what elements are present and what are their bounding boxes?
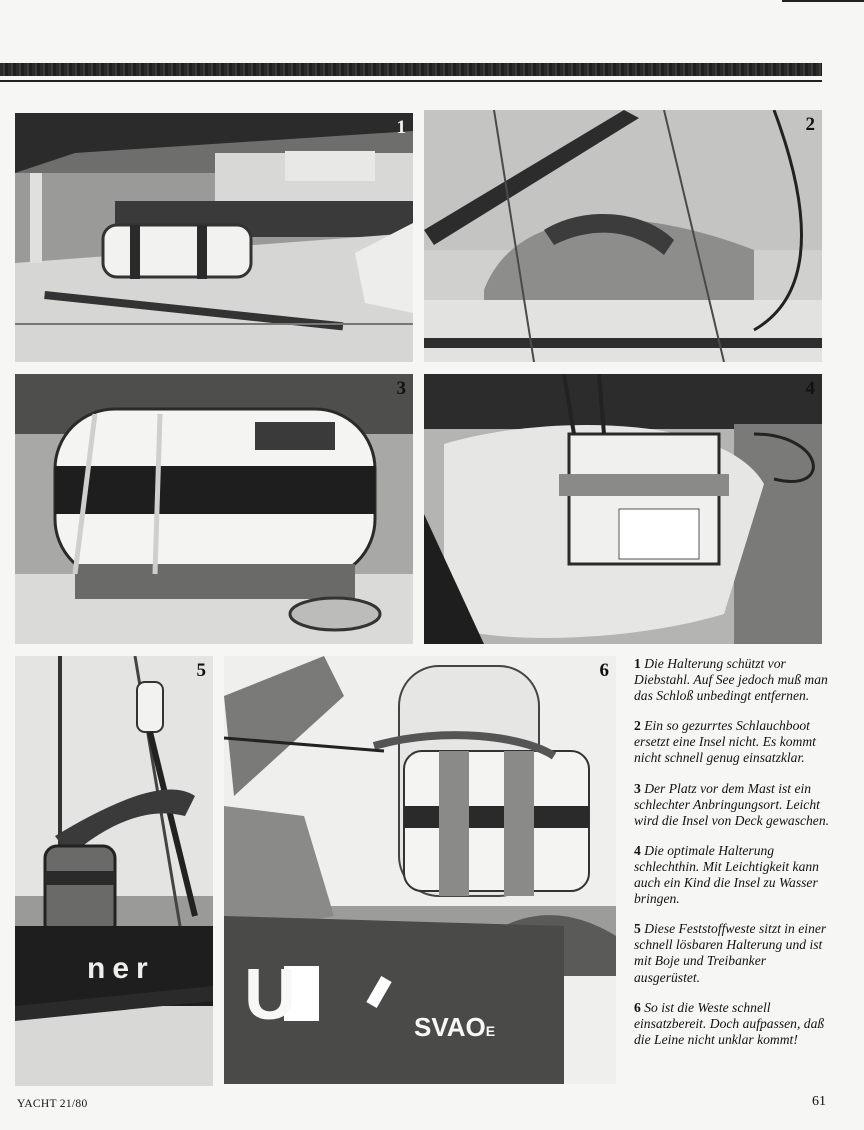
caption-4 xyxy=(634,843,834,907)
caption-3-text: Der Platz vor dem Mast ist ein schlechter Anbringungsort. Leicht wird die Insel von Deck gewaschen. xyxy=(634,780,830,828)
caption-4-text: Die optimale Halterung schlechthin. Mit Leichtigkeit kann auch ein Kind die Insel zu Wasser bringen. xyxy=(634,842,819,907)
photo-6-number: 6 xyxy=(599,660,609,681)
caption-1-number: 1 xyxy=(634,656,641,671)
top-rule xyxy=(782,0,864,2)
photo-6 xyxy=(224,656,616,1084)
photo-3-image xyxy=(15,374,413,644)
caption-2-number: 2 xyxy=(634,718,641,734)
caption-1-text: Die Halterung schützt vor Diebstahl. Auf See jedoch muß man das Schloß unbedingt entfernen. xyxy=(634,656,828,704)
photo-1-number: 1 xyxy=(396,117,406,138)
photo-4-image xyxy=(424,374,822,644)
caption-4-number: 4 xyxy=(634,842,641,858)
caption-2-text: Ein so gezurrtes Schlauchboot ersetzt eine Insel nicht. Es kommt nicht schnell genug einsatzklar. xyxy=(634,718,816,766)
photo-2-number: 2 xyxy=(805,114,815,135)
caption-2 xyxy=(634,718,834,766)
photo-5-image xyxy=(15,656,213,1086)
caption-6-number: 6 xyxy=(634,999,641,1015)
caption-5-text: Diese Feststoffweste sitzt in einer schnell lösbaren Halterung und ist mit Boje und Treibanker ausgerüstet. xyxy=(634,921,827,985)
footer-magazine: YACHT 21/80 xyxy=(17,1098,88,1110)
header-banner xyxy=(0,63,822,76)
photo-4-number: 4 xyxy=(805,378,815,399)
page-number: 61 xyxy=(812,1094,826,1109)
caption-3-number: 3 xyxy=(634,780,641,796)
header-rule xyxy=(0,80,822,82)
photo-3-number: 3 xyxy=(396,378,406,399)
photo-5-number: 5 xyxy=(196,660,206,681)
caption-5-number: 5 xyxy=(634,921,641,937)
photo-3 xyxy=(15,374,413,644)
photo-1 xyxy=(15,113,413,362)
caption-6-text: So ist die Weste schnell einsatzbereit. Doch aufpassen, daß die Leine nicht unklar kommt! xyxy=(634,999,825,1047)
photo-1-image xyxy=(15,113,413,362)
caption-5 xyxy=(634,921,834,985)
caption-1 xyxy=(634,656,834,704)
photo-6-stern-mark-text: SVAO xyxy=(414,1012,486,1042)
photo-2 xyxy=(424,110,822,362)
photo-6-stern-lettering: U xyxy=(244,955,296,1035)
photo-5-hull-lettering: ner xyxy=(87,952,155,985)
caption-3 xyxy=(634,781,834,829)
photo-2-image xyxy=(424,110,822,362)
photo-6-stern-mark-suffix: E xyxy=(485,1023,496,1039)
photo-6-stern-mark xyxy=(414,1012,495,1043)
photo-4 xyxy=(424,374,822,644)
photo-5 xyxy=(15,656,213,1086)
caption-column xyxy=(634,656,834,1062)
caption-6 xyxy=(634,1000,834,1048)
